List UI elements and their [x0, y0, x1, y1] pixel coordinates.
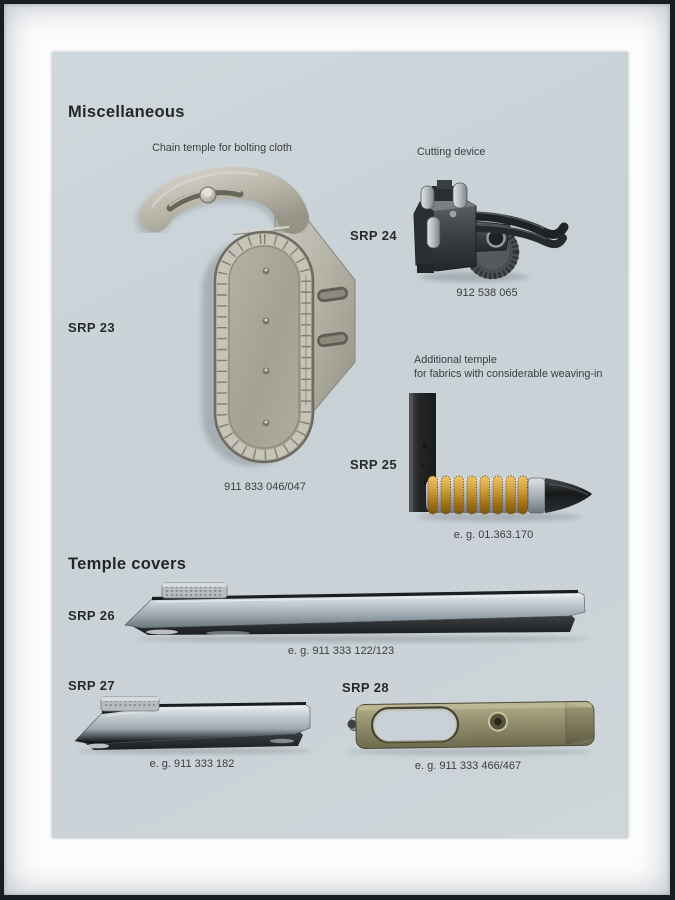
- caption-chain-temple: Chain temple for bolting cloth: [152, 142, 292, 154]
- caption-additional-temple-line1: Additional temple: [414, 354, 497, 366]
- photo-frame-mat: [4, 4, 670, 895]
- section-title-temple-covers: Temple covers: [68, 555, 187, 573]
- part-number-srp26: e. g. 911 333 122/123: [287, 645, 395, 657]
- caption-cutting-device: Cutting device: [417, 146, 486, 158]
- temple-cover-long-image: [122, 582, 602, 644]
- part-number-srp28: e. g. 911 333 466/467: [414, 760, 522, 772]
- item-code-srp23: SRP 23: [68, 320, 115, 335]
- item-code-srp25: SRP 25: [350, 457, 397, 472]
- caption-additional-temple-line2: for fabrics with considerable weaving-in: [414, 367, 603, 380]
- item-code-srp27: SRP 27: [68, 678, 115, 693]
- temple-cover-short-image: [70, 694, 320, 756]
- item-code-srp24: SRP 24: [350, 228, 397, 243]
- section-title-miscellaneous: Miscellaneous: [68, 103, 185, 121]
- catalog-page: [52, 52, 628, 838]
- item-code-srp26: SRP 26: [68, 608, 115, 623]
- temple-cover-plate-image: [340, 694, 598, 758]
- part-number-srp24: 912 538 065: [456, 287, 518, 299]
- part-number-srp25: e. g. 01.363.170: [453, 529, 534, 541]
- part-number-srp27: e. g. 911 333 182: [149, 758, 235, 770]
- item-code-srp28: SRP 28: [342, 680, 389, 695]
- chain-temple-image: [137, 170, 357, 470]
- knurled-grip: [101, 697, 159, 711]
- additional-temple-image: [404, 390, 599, 525]
- caption-additional-temple: [414, 354, 629, 382]
- knurled-grip: [162, 583, 227, 598]
- part-number-srp23: 911 833 046/047: [224, 481, 306, 493]
- cutting-device-image: [404, 178, 572, 286]
